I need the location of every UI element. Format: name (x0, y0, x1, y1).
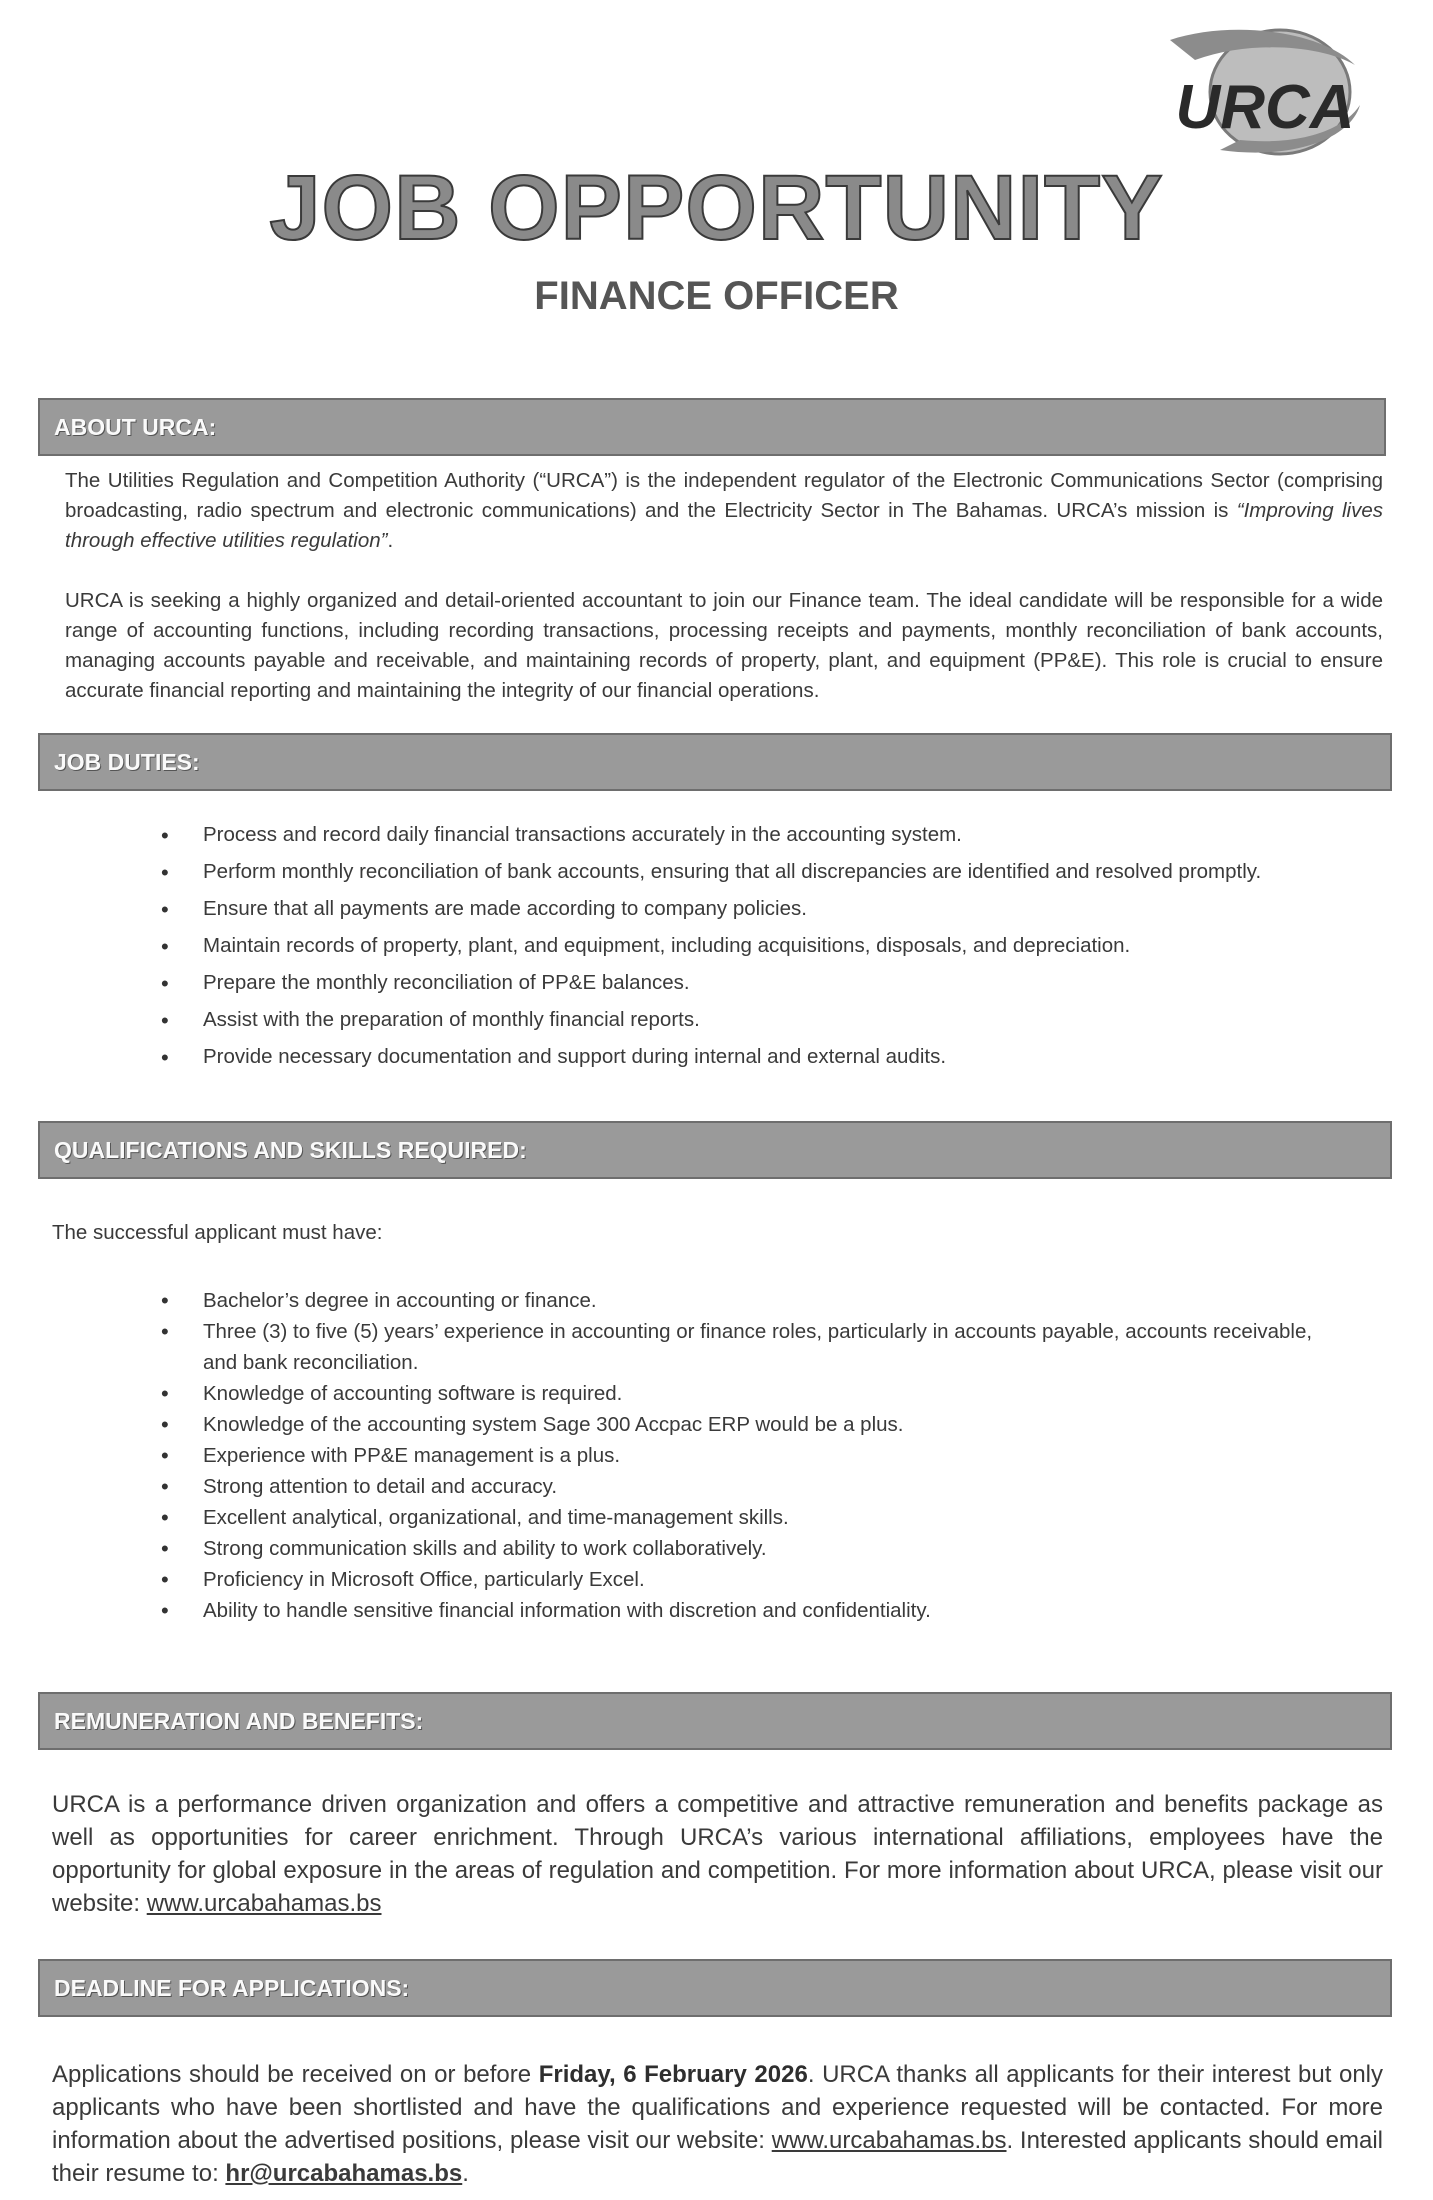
deadline-section-heading: DEADLINE FOR APPLICATIONS: (38, 1959, 1392, 2017)
urca-logo (1150, 10, 1370, 165)
duties-section-heading: JOB DUTIES: (38, 733, 1392, 791)
duty-item: • Perform monthly reconciliation of bank accounts, ensuring that all discrepancies are identified and resolved promptly. (203, 860, 1383, 897)
about-paragraph-1: The Utilities Regulation and Competition Authority (“URCA”) is the independent regulator of the Electronic Communications Sector (comprising broadcasting, radio spectrum and electronic communications) and the Electricity Sector in The Bahamas. URCA’s mission is “Improving lives through effective utilities regulation”. (65, 469, 1383, 552)
qualifications-section-heading: QUALIFICATIONS AND SKILLS REQUIRED: (38, 1121, 1392, 1179)
qualification-item: • Experience with PP&E management is a plus. (203, 1440, 1313, 1471)
qualification-item: • Proficiency in Microsoft Office, particularly Excel. (203, 1564, 1313, 1595)
qualification-item: • Excellent analytical, organizational, and time-management skills. (203, 1502, 1313, 1533)
qualifications-intro: The successful applicant must have: (52, 1221, 383, 1244)
about-section-heading: ABOUT URCA: (38, 398, 1386, 456)
website-link[interactable]: www.urcabahamas.bs (771, 2127, 1007, 2154)
email-link[interactable]: hr@urcabahamas.bs (225, 2160, 463, 2187)
remuneration-paragraph: URCA is a performance driven organization and offers a competitive and attractive remuneration and benefits package as well as opportunities for career enrichment. Through URCA’s various international affiliations, employees have the opportunity for global exposure in the areas of regulation and competition. For more information about URCA, please visit our website: www.urcabahamas.bs (52, 1791, 1383, 1917)
duty-item: • Ensure that all payments are made according to company policies. (203, 897, 1383, 934)
remuneration-section-heading: REMUNERATION AND BENEFITS: (38, 1692, 1392, 1750)
duties-list (203, 823, 1383, 1082)
deadline-date: Friday, 6 February 2026 (538, 2061, 808, 2088)
qualifications-list (203, 1285, 1313, 1626)
qualification-item: • Ability to handle sensitive financial information with discretion and confidentiality. (203, 1595, 1313, 1626)
qualification-item: • Knowledge of accounting software is required. (203, 1378, 1313, 1409)
qualification-item: • Strong attention to detail and accuracy. (203, 1471, 1313, 1502)
page-title: JOB OPPORTUNITY (269, 157, 1164, 259)
qualification-item: • Bachelor’s degree in accounting or finance. (203, 1285, 1313, 1316)
qualification-item: • Strong communication skills and ability to work collaboratively. (203, 1533, 1313, 1564)
about-paragraph-2: URCA is seeking a highly organized and detail-oriented accountant to join our Finance team. The ideal candidate will be responsible for a wide range of accounting functions, including recording transactions, processing receipts and payments, monthly reconciliation of bank accounts, managing accounts payable and receivable, and maintaining records of property, plant, and equipment (PP&E). This role is crucial to ensure accurate financial reporting and maintaining the integrity of our financial operations. (65, 589, 1383, 702)
duty-item: • Maintain records of property, plant, and equipment, including acquisitions, disposals, and depreciation. (203, 934, 1383, 971)
duty-item: • Prepare the monthly reconciliation of PP&E balances. (203, 971, 1383, 1008)
job-title: FINANCE OFFICER (534, 274, 899, 318)
duty-item: • Process and record daily financial transactions accurately in the accounting system. (203, 823, 1383, 860)
website-link[interactable]: www.urcabahamas.bs (146, 1890, 382, 1917)
qualification-item: • Knowledge of the accounting system Sage 300 Accpac ERP would be a plus. (203, 1409, 1313, 1440)
duty-item: • Provide necessary documentation and support during internal and external audits. (203, 1045, 1383, 1082)
qualification-item: • Three (3) to five (5) years’ experience in accounting or finance roles, particularly in accounts payable, accounts receivable, and bank reconciliation. (203, 1316, 1313, 1378)
deadline-paragraph: Applications should be received on or before Friday, 6 February 2026. URCA thanks all applicants for their interest but only applicants who have been shortlisted and have the qualifications and experience requested will be contacted. For more information about the advertised positions, please visit our website: www.urcabahamas.bs. Interested applicants should email their resume to: hr@urcabahamas.bs. (52, 2061, 1384, 2187)
duty-item: • Assist with the preparation of monthly financial reports. (203, 1008, 1383, 1045)
logo-wordmark: URCA (1175, 73, 1355, 142)
